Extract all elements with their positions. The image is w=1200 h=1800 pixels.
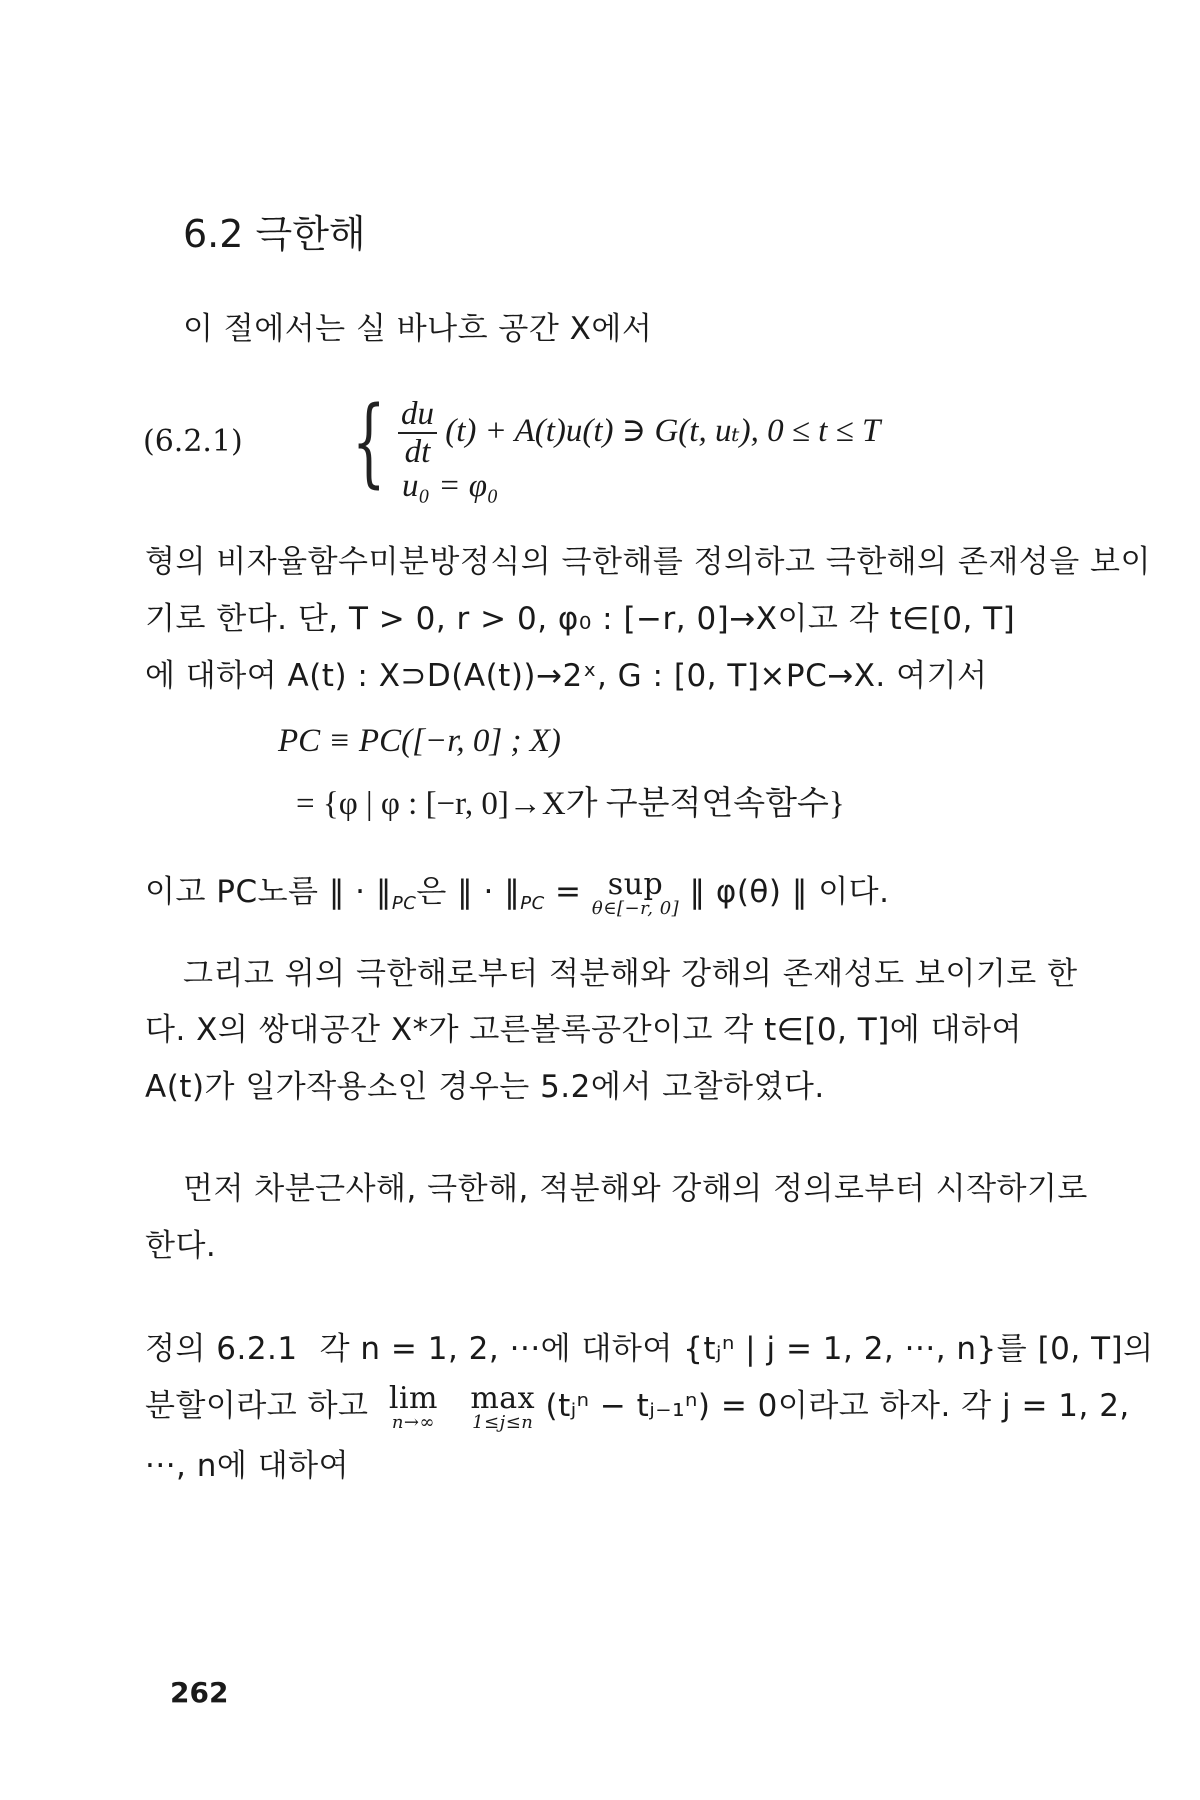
page-number: 262 xyxy=(170,1676,229,1709)
definition-line1-text: 각 n = 1, 2, ···에 대하여 {tⱼⁿ | j = 1, 2, ···, n}를 [0, T]의 xyxy=(319,1331,1154,1367)
fraction-denominator: dt xyxy=(404,434,431,471)
norm-tail: ‖ φ(θ) ‖ 이다. xyxy=(689,874,890,910)
equation-line-1 xyxy=(398,396,880,471)
para2-line2: 다. X의 쌍대공간 X*가 고른볼록공간이고 각 t∈[0, T]에 대하여 xyxy=(145,1012,1022,1048)
section-title: 6.2 극한해 xyxy=(183,212,366,256)
definition-line3: ···, n에 대하여 xyxy=(145,1448,350,1484)
sup-operator xyxy=(591,866,680,919)
sup-range: θ∈[−r, 0] xyxy=(591,897,680,919)
para1-line3: 에 대하여 A(t) : X⊃D(A(t))→2ˣ, G : [0, T]×PC→X. 여기서 xyxy=(145,658,988,694)
para1-line1: 형의 비자율함수미분방정식의 극한해를 정의하고 극한해의 존재성을 보이 xyxy=(145,544,1151,580)
max-subscript: 1≤j≤n xyxy=(472,1411,534,1433)
fraction-numerator: du xyxy=(398,396,437,434)
para2-line3: A(t)가 일가작용소인 경우는 5.2에서 고찰하였다. xyxy=(145,1069,825,1105)
norm-lead: 이고 PC노름 ‖ · ‖ xyxy=(145,874,392,910)
norm-line xyxy=(145,866,889,918)
definition-line1 xyxy=(145,1323,1154,1368)
left-brace: { xyxy=(352,386,386,498)
definition-line2 xyxy=(145,1380,1130,1432)
definition-line2-tail: (tⱼⁿ − tⱼ₋₁ⁿ) = 0이라고 하자. 각 j = 1, 2, xyxy=(545,1388,1130,1424)
lim-label: lim xyxy=(388,1380,438,1416)
para3-line2: 한다. xyxy=(145,1228,217,1264)
para1-line2: 기로 한다. 단, T > 0, r > 0, φ₀ : [−r, 0]→X이고 각 t∈[0, T] xyxy=(145,601,1016,637)
norm-subscript-2: PC xyxy=(520,893,545,915)
para2-line1: 그리고 위의 극한해로부터 적분해와 강해의 존재성도 보이기로 한 xyxy=(183,956,1078,992)
lim-subscript: n→∞ xyxy=(391,1411,435,1433)
max-operator xyxy=(470,1380,536,1433)
norm-equals: = xyxy=(555,874,582,910)
para3-line1: 먼저 차분근사해, 극한해, 적분해와 강해의 정의로부터 시작하기로 xyxy=(183,1171,1088,1207)
intro-line: 이 절에서는 실 바나흐 공간 X에서 xyxy=(183,311,653,347)
norm-subscript-1: PC xyxy=(391,893,417,915)
derivative-fraction xyxy=(398,396,437,471)
lim-operator xyxy=(388,1380,438,1433)
pc-definition-line1: PC ≡ PC([−r, 0] ; X) xyxy=(278,723,561,759)
equation-line-1-rest: (t) + A(t)u(t) ∋ G(t, uₜ), 0 ≤ t ≤ T xyxy=(445,412,881,449)
max-label: max xyxy=(470,1380,536,1416)
definition-label: 정의 6.2.1 xyxy=(145,1331,298,1367)
norm-mid: 은 ‖ · ‖ xyxy=(416,874,521,910)
definition-line2-lead: 분할이라고 하고 xyxy=(145,1388,369,1424)
sup-label: sup xyxy=(607,866,664,902)
pc-definition-line2: = {φ | φ : [−r, 0]→X가 구분적연속함수} xyxy=(296,786,845,822)
equation-line-2: u₀ = φ₀ xyxy=(402,468,499,504)
equation-number: (6.2.1) xyxy=(143,424,243,459)
